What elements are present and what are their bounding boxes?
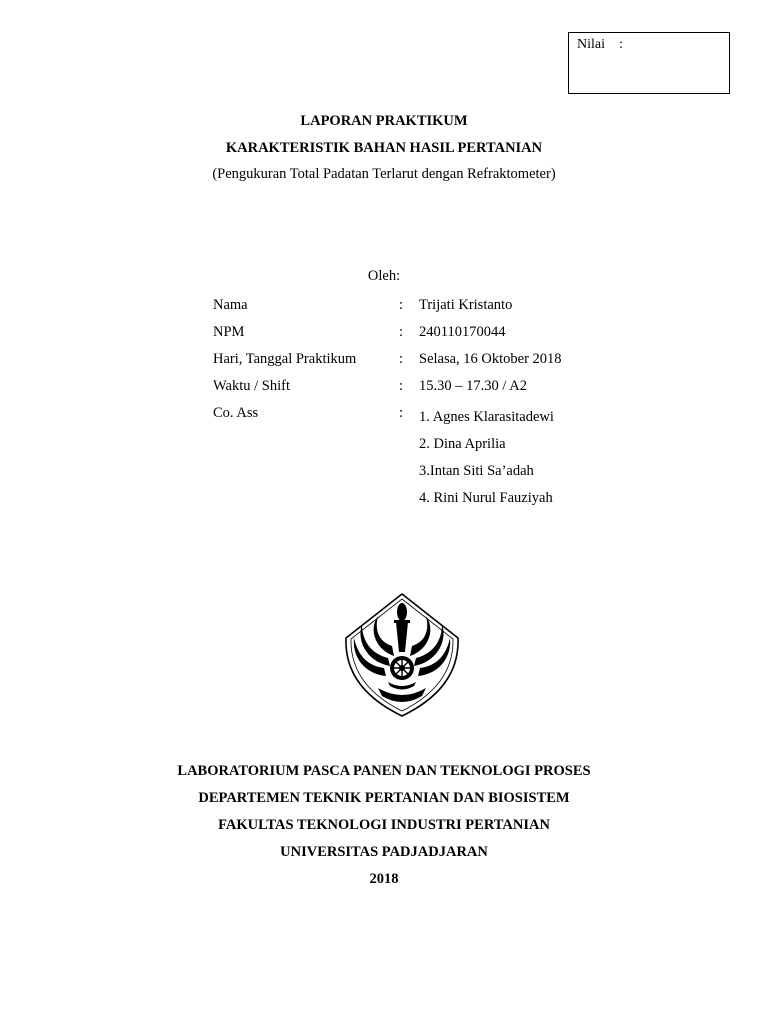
report-title-block	[0, 108, 768, 187]
info-value: 15.30 – 17.30 / A2	[419, 378, 527, 394]
course-title: KARAKTERISTIK BAHAN HASIL PERTANIAN	[225, 140, 543, 156]
info-value: Trijati Kristanto	[419, 297, 513, 313]
info-value: Selasa, 16 Oktober 2018	[419, 351, 562, 367]
info-label: Waktu / Shift	[213, 378, 290, 394]
grade-box	[568, 32, 730, 94]
list-item: 1. Agnes Klarasitadewi	[419, 409, 554, 425]
info-value: 240110170044	[419, 324, 506, 340]
info-separator: :	[399, 405, 404, 421]
info-label: Co. Ass	[213, 405, 259, 421]
info-row-npm	[0, 324, 768, 348]
info-separator: :	[399, 297, 404, 313]
faculty-name: FAKULTAS TEKNOLOGI INDUSTRI PERTANIAN	[218, 817, 550, 833]
lab-name: LABORATORIUM PASCA PANEN DAN TEKNOLOGI PROSES	[177, 763, 591, 779]
info-separator: :	[399, 324, 404, 340]
university-name: UNIVERSITAS PADJADJARAN	[280, 844, 488, 860]
info-separator: :	[399, 351, 404, 367]
university-emblem-icon	[338, 590, 466, 720]
list-item: 2. Dina Aprilia	[419, 436, 506, 452]
info-row-nama	[0, 297, 768, 321]
info-row-date	[0, 351, 768, 375]
grade-colon: :	[619, 37, 623, 52]
report-title: LAPORAN PRAKTIKUM	[300, 113, 468, 129]
info-separator: :	[399, 378, 404, 394]
report-year: 2018	[369, 871, 399, 887]
info-row-shift	[0, 378, 768, 402]
report-subtitle: (Pengukuran Total Padatan Terlarut dengan Refraktometer)	[212, 166, 556, 182]
info-row-coass	[0, 405, 768, 429]
list-item: 3.Intan Siti Sa’adah	[419, 463, 534, 479]
info-label: NPM	[213, 324, 245, 340]
institution-block	[0, 758, 768, 893]
info-label: Hari, Tanggal Praktikum	[213, 351, 357, 367]
author-heading: Oleh:	[367, 268, 401, 284]
grade-label: Nilai	[577, 37, 605, 52]
department-name: DEPARTEMEN TEKNIK PERTANIAN DAN BIOSISTEM	[198, 790, 570, 806]
info-label: Nama	[213, 297, 248, 313]
coass-list	[419, 406, 554, 514]
list-item: 4. Rini Nurul Fauziyah	[419, 490, 553, 506]
